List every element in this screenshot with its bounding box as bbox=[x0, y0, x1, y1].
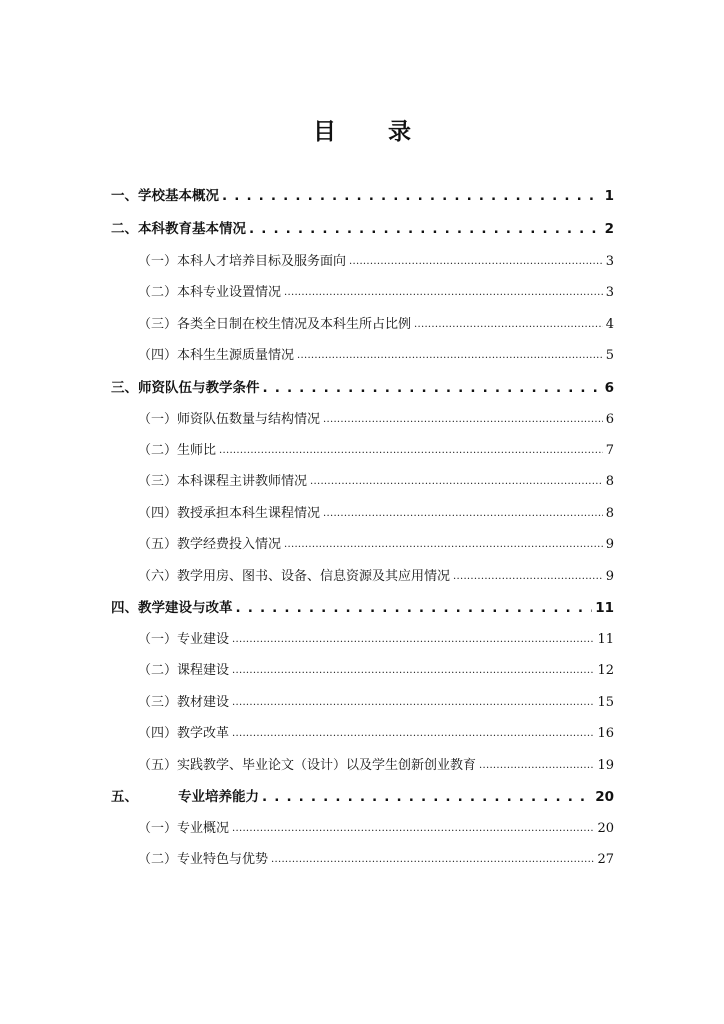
toc-entry-label: （二）专业特色与优势 bbox=[138, 852, 269, 867]
toc-chapter-entry[interactable] bbox=[111, 186, 614, 206]
toc-section-entry[interactable] bbox=[138, 315, 614, 335]
toc-entry-label: （三）本科课程主讲教师情况 bbox=[138, 474, 308, 489]
toc-section-entry[interactable] bbox=[138, 441, 614, 461]
toc-dot-leader bbox=[232, 819, 594, 839]
toc-dot-leader bbox=[284, 283, 603, 303]
toc-section-entry[interactable] bbox=[138, 535, 614, 555]
toc-entry-label: 五、 bbox=[111, 789, 138, 805]
toc-dot-leader bbox=[236, 598, 593, 618]
toc-page-number: 12 bbox=[597, 663, 614, 678]
toc-page-number: 5 bbox=[605, 348, 614, 363]
toc-dot-leader bbox=[232, 630, 594, 650]
toc-entry-label: 三、师资队伍与教学条件 bbox=[111, 380, 260, 396]
toc-entry-label: （四）教学改革 bbox=[138, 726, 230, 741]
toc-page-number: 9 bbox=[605, 537, 614, 552]
toc-section-entry[interactable] bbox=[138, 472, 614, 492]
toc-section-entry[interactable] bbox=[138, 346, 614, 366]
toc-section-entry[interactable] bbox=[138, 850, 614, 870]
toc-dot-leader bbox=[232, 693, 594, 713]
toc-section-entry[interactable] bbox=[138, 410, 614, 430]
toc-page-number: 11 bbox=[595, 600, 614, 616]
toc-section-entry[interactable] bbox=[138, 693, 614, 713]
toc-entry-label: （三）各类全日制在校生情况及本科生所占比例 bbox=[138, 317, 412, 332]
toc-dot-leader bbox=[219, 441, 603, 461]
toc-dot-leader bbox=[232, 661, 594, 681]
toc-dot-leader bbox=[414, 315, 603, 335]
toc-section-entry[interactable] bbox=[138, 252, 614, 272]
toc-page-number: 6 bbox=[605, 412, 614, 427]
toc-entry-label: （五）教学经费投入情况 bbox=[138, 537, 282, 552]
toc-dot-leader bbox=[232, 724, 594, 744]
toc-entry-label: 四、教学建设与改革 bbox=[111, 600, 233, 616]
toc-dot-leader bbox=[262, 787, 592, 807]
toc-dot-leader bbox=[453, 567, 603, 587]
toc-section-entry[interactable] bbox=[138, 630, 614, 650]
toc-section-entry[interactable] bbox=[138, 819, 614, 839]
toc-entry-label: （二）生师比 bbox=[138, 443, 217, 458]
toc-page-number: 4 bbox=[605, 317, 614, 332]
toc-page-number: 1 bbox=[604, 188, 614, 204]
toc-page-number: 27 bbox=[597, 852, 614, 867]
toc-entry-label: （一）师资队伍数量与结构情况 bbox=[138, 412, 321, 427]
toc-title: 目 录 bbox=[312, 119, 433, 145]
toc-page-number: 9 bbox=[605, 569, 614, 584]
toc-page-number: 3 bbox=[605, 285, 614, 300]
toc-dot-leader bbox=[222, 186, 602, 206]
toc-entry-label: （四）教授承担本科生课程情况 bbox=[138, 506, 321, 521]
toc-entry-label: （一）专业建设 bbox=[138, 632, 230, 647]
toc-chapter-entry[interactable] bbox=[111, 787, 614, 807]
toc-dot-leader bbox=[297, 346, 603, 366]
toc-dot-leader bbox=[249, 219, 602, 239]
toc-chapter-entry[interactable] bbox=[111, 219, 614, 239]
toc-entry-label: （五）实践教学、毕业论文（设计）以及学生创新创业教育 bbox=[138, 758, 477, 773]
toc-page-number: 19 bbox=[597, 758, 614, 773]
toc-page-number: 8 bbox=[605, 506, 614, 521]
toc-dot-leader bbox=[479, 756, 594, 776]
toc-section-entry[interactable] bbox=[138, 756, 614, 776]
toc-page-number: 15 bbox=[597, 695, 614, 710]
toc-chapter-entry[interactable] bbox=[111, 598, 614, 618]
toc-page-number: 2 bbox=[604, 221, 614, 237]
toc-entry-label-title: 专业培养能力 bbox=[178, 789, 259, 805]
toc-section-entry[interactable] bbox=[138, 567, 614, 587]
toc-entry-label: （二）本科专业设置情况 bbox=[138, 285, 282, 300]
toc-entry-label: （三）教材建设 bbox=[138, 695, 230, 710]
toc-entry-label: （六）教学用房、图书、设备、信息资源及其应用情况 bbox=[138, 569, 451, 584]
toc-entry-label: 二、本科教育基本情况 bbox=[111, 221, 246, 237]
toc-page-number: 11 bbox=[597, 632, 614, 647]
toc-dot-leader bbox=[323, 504, 603, 524]
toc-dot-leader bbox=[263, 378, 602, 398]
toc-entry-label: （一）本科人才培养目标及服务面向 bbox=[138, 254, 347, 269]
toc-entry-label: （二）课程建设 bbox=[138, 663, 230, 678]
toc-dot-leader bbox=[349, 252, 603, 272]
toc-entry-label: （一）专业概况 bbox=[138, 821, 230, 836]
toc-page-number: 8 bbox=[605, 474, 614, 489]
toc-page-number: 16 bbox=[597, 726, 614, 741]
toc-page-number: 20 bbox=[597, 821, 614, 836]
toc-page-number: 3 bbox=[605, 254, 614, 269]
toc-section-entry[interactable] bbox=[138, 504, 614, 524]
toc-page-number: 6 bbox=[604, 380, 614, 396]
toc-section-entry[interactable] bbox=[138, 724, 614, 744]
toc-dot-leader bbox=[284, 535, 603, 555]
toc-section-entry[interactable] bbox=[138, 283, 614, 303]
toc-page-number: 7 bbox=[605, 443, 614, 458]
toc-section-entry[interactable] bbox=[138, 661, 614, 681]
toc-dot-leader bbox=[310, 472, 603, 492]
toc-dot-leader bbox=[323, 410, 603, 430]
toc-dot-leader bbox=[271, 850, 594, 870]
toc-entry-label: 一、学校基本概况 bbox=[111, 188, 219, 204]
toc-page-number: 20 bbox=[595, 789, 614, 805]
toc-entry-label: （四）本科生生源质量情况 bbox=[138, 348, 295, 363]
toc-chapter-entry[interactable] bbox=[111, 378, 614, 398]
